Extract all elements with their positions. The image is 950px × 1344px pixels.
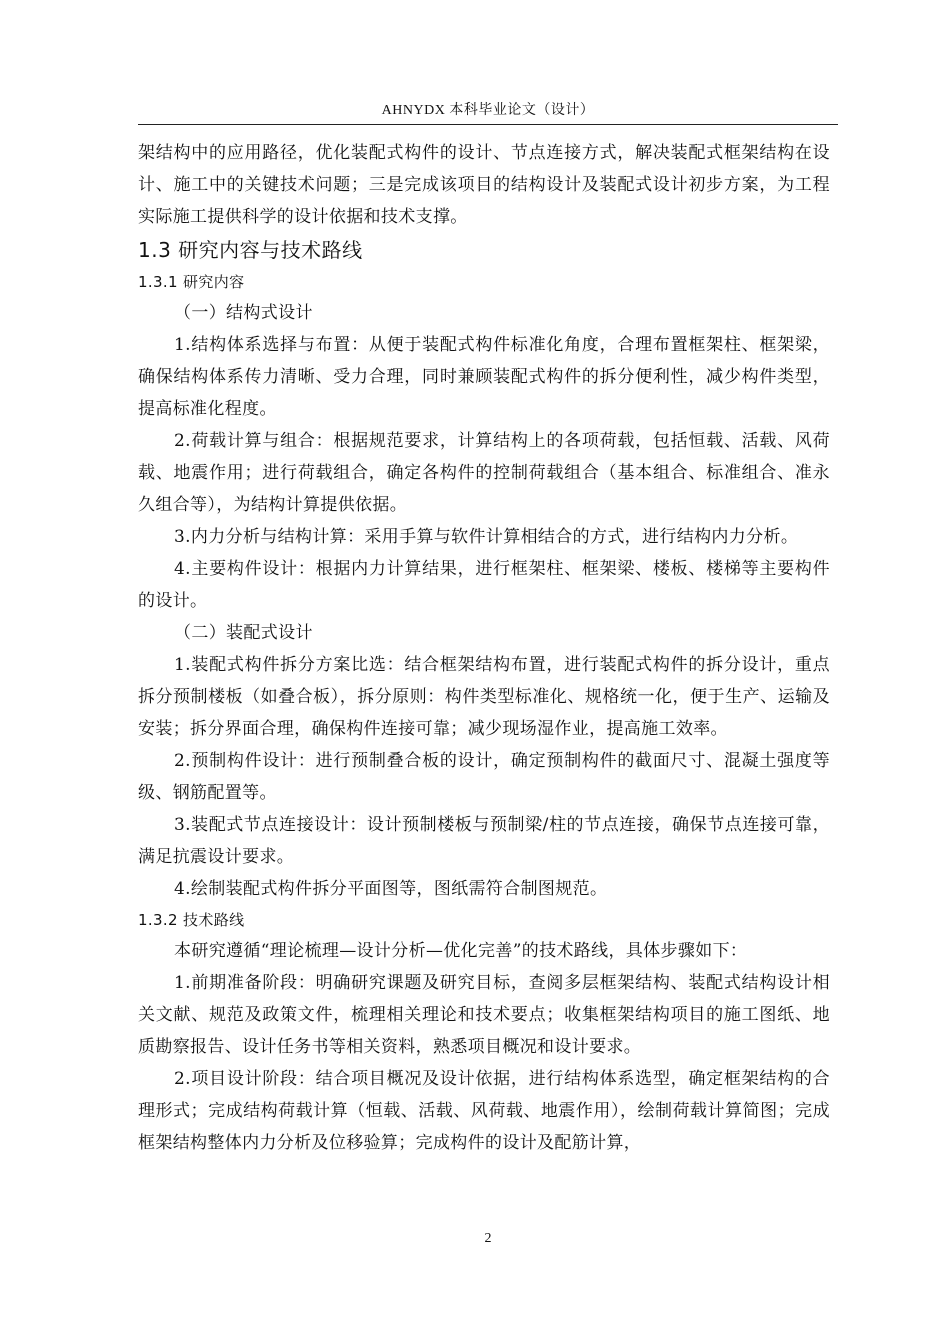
part-one-item-4: 4.主要构件设计：根据内力计算结果，进行框架柱、框架梁、楼板、楼梯等主要构件的设计。 xyxy=(138,559,830,611)
page-number: 2 xyxy=(484,1231,492,1246)
part-one-item-1: 1.结构体系选择与布置：从便于装配式构件标准化角度，合理布置框架柱、框架梁，确保结构体系传力清晰、受力合理，同时兼顾装配式构件的拆分便利性，减少构件类型，提高标准化程度。 xyxy=(138,335,830,419)
route-item-1: 1.前期准备阶段：明确研究课题及研究目标，查阅多层框架结构、装配式结构设计相关文献、规范及政策文件，梳理相关理论和技术要点；收集框架结构项目的施工图纸、地质勘察报告、设计任务书等相关资料，熟悉项目概况和设计要求。 xyxy=(138,973,830,1057)
section-1-3-2-heading: 1.3.2 技术路线 xyxy=(138,911,245,929)
part-two-heading: （二）装配式设计 xyxy=(174,623,313,643)
section-1-3-1-heading: 1.3.1 研究内容 xyxy=(138,273,245,291)
header-divider xyxy=(138,124,838,125)
page-body xyxy=(138,137,830,1159)
route-intro-paragraph: 本研究遵循“理论梳理—设计分析—优化完善”的技术路线，具体步骤如下： xyxy=(174,941,748,961)
section-1-3-heading: 1.3 研究内容与技术路线 xyxy=(138,238,363,262)
part-one-item-2: 2.荷载计算与组合：根据规范要求，计算结构上的各项荷载，包括恒载、活载、风荷载、地震作用；进行荷载组合，确定各构件的控制荷载组合（基本组合、标准组合、准永久组合等），为结构计算提供依据。 xyxy=(138,431,830,515)
part-two-item-3: 3.装配式节点连接设计：设计预制楼板与预制梁/柱的节点连接，确保节点连接可靠，满足抗震设计要求。 xyxy=(138,815,830,867)
part-one-heading: （一）结构式设计 xyxy=(174,303,313,323)
part-two-item-2: 2.预制构件设计：进行预制叠合板的设计，确定预制构件的截面尺寸、混凝土强度等级、钢筋配置等。 xyxy=(138,751,830,803)
intro-continuation-paragraph: 架结构中的应用路径，优化装配式构件的设计、节点连接方式，解决装配式框架结构在设计、施工中的关键技术问题；三是完成该项目的结构设计及装配式设计初步方案，为工程实际施工提供科学的设计依据和技术支撑。 xyxy=(138,143,830,227)
page-header: AHNYDX 本科毕业论文（设计） xyxy=(381,103,595,118)
part-one-item-3: 3.内力分析与结构计算：采用手算与软件计算相结合的方式，进行结构内力分析。 xyxy=(174,527,799,547)
route-item-2: 2.项目设计阶段：结合项目概况及设计依据，进行结构体系选型，确定框架结构的合理形式；完成结构荷载计算（恒载、活载、风荷载、地震作用），绘制荷载计算简图；完成框架结构整体内力分析及位移验算；完成构件的设计及配筋计算， xyxy=(138,1069,830,1153)
part-two-item-4: 4.绘制装配式构件拆分平面图等，图纸需符合制图规范。 xyxy=(174,879,608,899)
part-two-item-1: 1.装配式构件拆分方案比选：结合框架结构布置，进行装配式构件的拆分设计，重点拆分预制楼板（如叠合板），拆分原则：构件类型标准化、规格统一化，便于生产、运输及安装；拆分界面合理，确保构件连接可靠；减少现场湿作业，提高施工效率。 xyxy=(138,655,830,739)
